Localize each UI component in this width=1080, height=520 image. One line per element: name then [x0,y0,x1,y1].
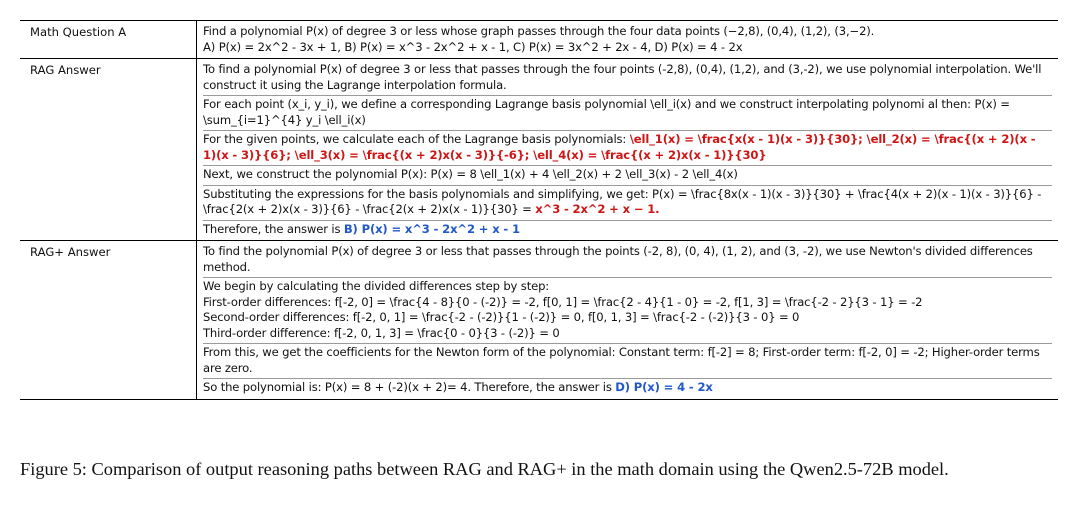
rag-basis-polynomials: \ell_1(x) = \frac{x(x - 1)(x - 3)}{30}; \ell_2(x) = \frac{(x + 2)(x - 1)(x - 3)}{6}; \ell_3(x) = \frac{(x + 2)x(x - 3)}{-6}; \ell_4(x) = \frac{(x + 2)x(x - 1)}{30} [203,132,1036,162]
rag-conclusion: Therefore, the answer is [203,221,344,236]
ragplus-second-order: Second-order differences: f[-2, 0, 1] = \frac{-2 - (-2)}{1 - (-2)} = 0, f[0, 1, 3] = \frac{-2 - (-2)}{3 - 0} = 0 [203,310,800,324]
ragplus-third-order: Third-order difference: f[-2, 0, 1, 3] = \frac{0 - 0}{3 - (-2)} = 0 [203,325,560,340]
question-options: A) P(x) = 2x^2 - 3x + 1, B) P(x) = x^3 - 2x^2 + x - 1, C) P(x) = 3x^2 + 2x - 4, D) P(x) = 4 - 2x [203,39,743,54]
rag-answer-text [196,59,1058,240]
comparison-table [20,20,1058,400]
row-label-rag: RAG Answer [30,63,101,77]
rag-paragraph-6 [203,222,1052,238]
question-text [196,21,1058,58]
ragplus-paragraph-3: From this, we get the coefficients for the Newton form of the polynomial: Constant term: f[-2] = 8; First-order term: f[-2, 0] = -2; Higher-order terms are zero. [203,345,1040,375]
figure-caption: Figure 5: Comparison of output reasoning paths between RAG and RAG+ in the math domain using the Qwen2.5-72B model. [20,459,949,479]
ragplus-step-intro: We begin by calculating the divided differences step by step: [203,279,550,293]
divider [203,130,1052,131]
row-rag-answer [20,59,1058,241]
question-line-1: Find a polynomial P(x) of degree 3 or less whose graph passes through the four data points (−2,8), (0,4), (1,2), (3,−2). [203,24,875,38]
rag-final-answer: B) P(x) = x^3 - 2x^2 + x - 1 [343,221,520,236]
rag-paragraph-1: To find a polynomial P(x) of degree 3 or less that passes through the four points (-2,8), (0,4), (1,2), and (3,-2), we use polynomial interpolation. We'll construct it using the Lagrange interpolation formula. [203,62,1042,92]
rag-paragraph-2: For each point (x_i, y_i), we define a corresponding Lagrange basis polynomial \ell_i(x) and we construct interpolating polynomi al then: P(x) = \sum_{i=1}^{4} y_i \ell_i(x) [203,97,1010,127]
rag-paragraph-5 [203,187,1052,218]
divider [203,165,1052,166]
row-question [20,21,1058,59]
rag-paragraph-4: Next, we construct the polynomial P(x): P(x) = 8 \ell_1(x) + 4 \ell_2(x) + 2 \ell_3(x) - 2 \ell_4(x) [203,167,738,181]
row-ragplus-answer [20,241,1058,399]
divider [203,220,1052,221]
divider [203,185,1052,186]
rag-paragraph-3 [203,132,1052,163]
divider [203,277,1052,278]
ragplus-answer-text [196,241,1058,399]
rag-basis-intro: For the given points, we calculate each of the Lagrange basis polynomials: [203,132,630,146]
divider [203,378,1052,379]
divider [203,95,1052,96]
rag-substitution: Substituting the expressions for the basis polynomials and simplifying, we get: P(x) = \frac{8x(x - 1)(x - 3)}{30} + \frac{4(x + 2)(x - 1)(x - 3)}{6} - \frac{2(x + 2)x(x - 3)}{6} - \frac{2(x + 2)x(x - 1)}{30} = [203,186,1042,216]
ragplus-paragraph-1: To find the polynomial P(x) of degree 3 or less that passes through the points (-2, 8), (0, 4), (1, 2), and (3, -2), we use Newton's divided differences method. [203,244,1033,274]
row-label-question: Math Question A [30,25,127,39]
ragplus-first-order: First-order differences: f[-2, 0] = \frac{4 - 8}{0 - (-2)} = -2, f[0, 1] = \frac{2 - 4}{1 - 0} = -2, f[1, 3] = \frac{-2 - 2}{3 - 1} = -2 [203,294,923,309]
row-label-ragplus: RAG+ Answer [30,245,111,259]
divider [203,343,1052,344]
ragplus-paragraph-4 [203,380,1052,396]
rag-simplified-result: x^3 - 2x^2 + x − 1. [535,202,660,216]
ragplus-conclusion: So the polynomial is: P(x) = 8 + (-2)(x + 2)= 4. Therefore, the answer is [203,380,616,394]
ragplus-final-answer: D) P(x) = 4 - 2x [615,380,713,394]
